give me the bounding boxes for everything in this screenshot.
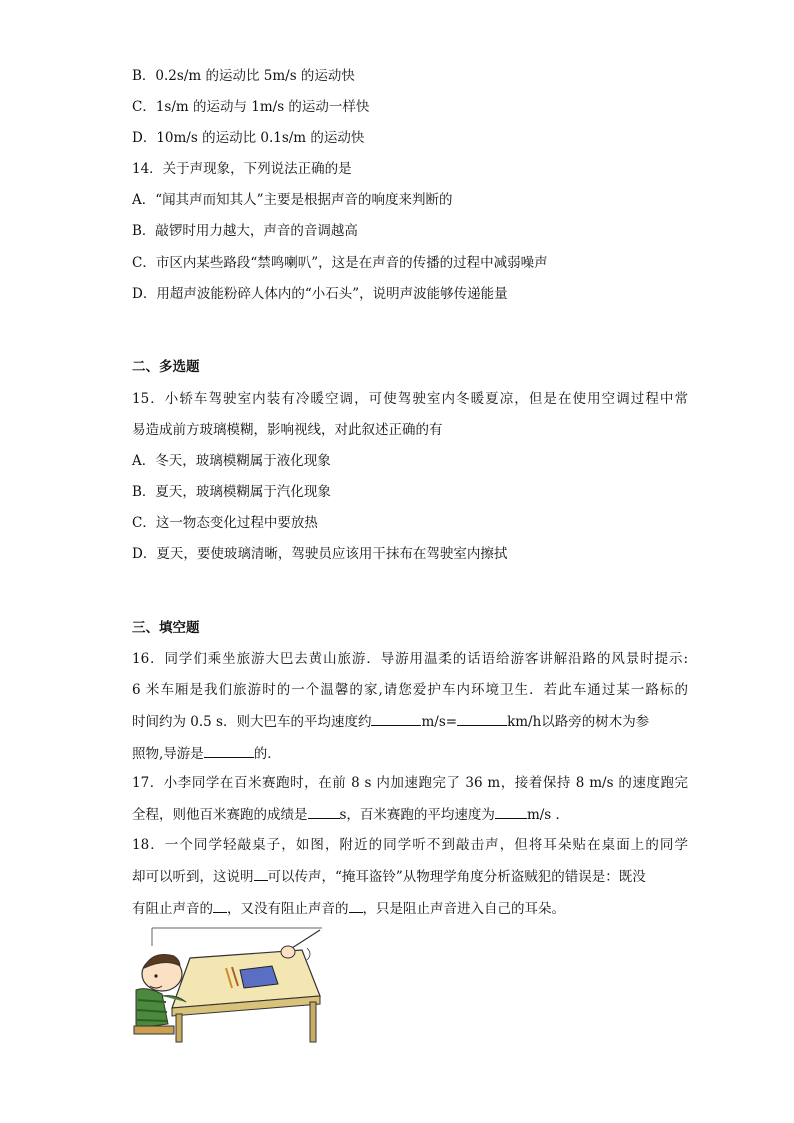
q18-blank-medium[interactable] xyxy=(254,866,268,881)
q17-line2-text-c: m/s ． xyxy=(526,807,570,823)
q16-line4-text-b: 的． xyxy=(253,746,281,762)
q16-line2: 6 米车厢是我们旅游时的一个温馨的家,请您爱护车内环境卫生．若此车通过某一路标的 xyxy=(132,682,688,698)
q16-blank-speed-ms[interactable] xyxy=(371,711,421,726)
q15-option-a: A．冬天，玻璃模糊属于液化现象 xyxy=(132,453,331,469)
q18-line1: 18．一个同学轻敲桌子，如图，附近的同学听不到敲击声，但将耳朵贴在桌面上的同学 xyxy=(132,837,688,853)
knock-sound-mark xyxy=(307,948,310,960)
q13-option-b: B．0.2s/m 的运动比 5m/s 的运动快 xyxy=(132,68,355,84)
q18-line3-text-b: ，又没有阻止声音的 xyxy=(227,901,349,917)
q18-line2 xyxy=(132,866,692,887)
q15-option-b: B．夏天，玻璃模糊属于汽化现象 xyxy=(132,484,331,500)
knocking-hand xyxy=(281,946,295,958)
q17-blank-time[interactable] xyxy=(308,804,340,819)
desk-leg-left xyxy=(176,1014,182,1042)
q16-line3-text-a: 时间约为 0.5 s．则大巴车的平均速度约 xyxy=(132,714,372,730)
q17-line2 xyxy=(132,804,692,825)
q16-line3-text-b: m/s= xyxy=(421,714,458,730)
q14-stem: 14．关于声现象，下列说法正确的是 xyxy=(132,161,352,177)
q16-line1: 16．同学们乘坐旅游大巴去黄山旅游．导游用温柔的话语给游客讲解沿路的风景时提示: xyxy=(132,651,688,667)
q15-option-c: C．这一物态变化过程中要放热 xyxy=(132,515,318,531)
q16-line3-text-c: km/h以路旁的树木为参 xyxy=(507,714,650,730)
q15-stem-line1: 15．小轿车驾驶室内装有冷暖空调，可使驾驶室内冬暖夏凉，但是在使用空调过程中常 xyxy=(132,391,688,407)
shirt-stripe xyxy=(137,1020,168,1021)
q18-line2-text-b: 可以传声，“掩耳盗铃”从物理学角度分析盗贼犯的错误是：既没 xyxy=(267,869,646,885)
q15-stem-line2: 易造成前方玻璃模糊，影响视线，对此叙述正确的有 xyxy=(132,422,443,438)
q16-line4-text-a: 照物,导游是 xyxy=(132,746,204,762)
q13-option-c: C．1s/m 的运动与 1m/s 的运动一样快 xyxy=(132,99,370,115)
q18-line2-text-a: 却可以听到，这说明 xyxy=(132,869,254,885)
desk-leg-right xyxy=(310,1002,316,1042)
boy-eye xyxy=(154,974,157,977)
q17-line2-text-a: 全程，则他百米赛跑的成绩是 xyxy=(132,807,308,823)
q17-blank-avg-speed[interactable] xyxy=(495,804,527,819)
q14-option-d: D．用超声波能粉碎人体内的“小石头”，说明声波能够传递能量 xyxy=(132,286,508,302)
q16-blank-speed-kmh[interactable] xyxy=(457,711,507,726)
section-title-multiple-choice: 二、多选题 xyxy=(132,359,200,375)
section-title-fill-blank: 三、填空题 xyxy=(132,620,200,636)
q16-line3 xyxy=(132,711,692,732)
arm-sleeve xyxy=(292,930,320,948)
q18-blank-propagation[interactable] xyxy=(349,898,363,913)
desk-knocking-illustration xyxy=(132,926,324,1044)
q17-line2-text-b: s，百米赛跑的平均速度为 xyxy=(339,807,495,823)
q14-option-b: B．敲锣时用力越大，声音的音调越高 xyxy=(132,223,358,239)
book xyxy=(240,966,278,988)
q18-line3-text-c: ，只是阻止声音进入自己的耳朵。 xyxy=(362,901,565,917)
q14-option-c: C．市区内某些路段“禁鸣喇叭”，这是在声音的传播的过程中减弱噪声 xyxy=(132,255,548,271)
q16-blank-guide-state[interactable] xyxy=(204,743,254,758)
q15-option-d: D．夏天，要使玻璃清晰，驾驶员应该用干抹布在驾驶室内擦拭 xyxy=(132,546,508,562)
q18-line3-text-a: 有阻止声音的 xyxy=(132,901,213,917)
chair-seat xyxy=(134,1026,174,1034)
q17-line1: 17．小李同学在百米赛跑时，在前 8 s 内加速跑完了 36 m，接着保持 8 m/s 的速度跑完 xyxy=(132,775,688,791)
q18-blank-production[interactable] xyxy=(213,898,227,913)
q13-option-d: D．10m/s 的运动比 0.1s/m 的运动快 xyxy=(132,130,365,146)
q18-line3 xyxy=(132,898,692,919)
boy-shirt xyxy=(136,989,168,1028)
q14-option-a: A．“闻其声而知其人”主要是根据声音的响度来判断的 xyxy=(132,192,453,208)
q16-line4 xyxy=(132,743,692,764)
